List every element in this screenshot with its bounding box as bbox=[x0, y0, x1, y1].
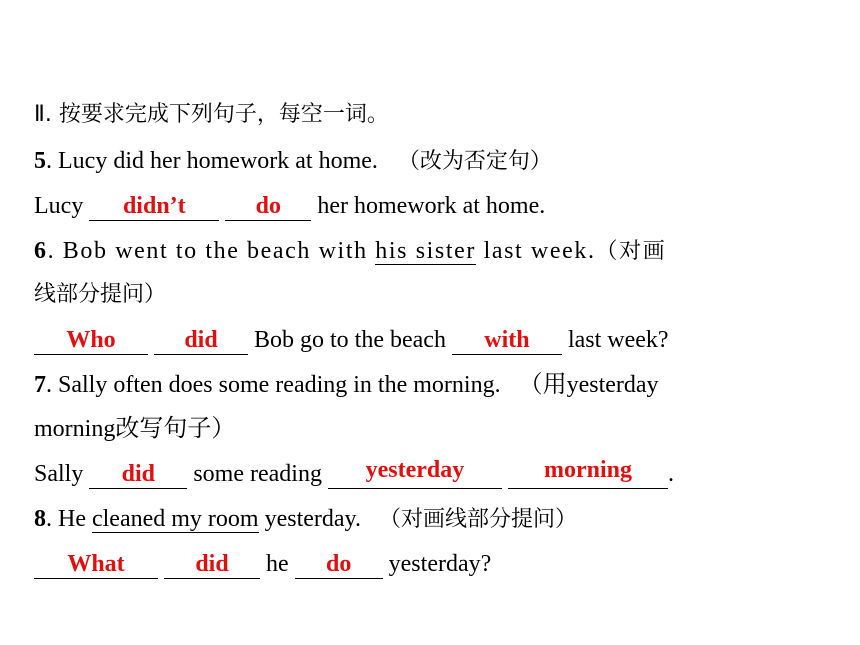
question-instruction: （对画 bbox=[595, 239, 667, 264]
answer-blank[interactable] bbox=[225, 193, 311, 221]
question-sentence-end: last week. bbox=[483, 238, 596, 264]
question-sentence: . He bbox=[46, 506, 86, 532]
answer-blank[interactable] bbox=[452, 327, 562, 355]
question-6-instruction-cont bbox=[34, 280, 166, 310]
answer-text: Who bbox=[66, 327, 116, 353]
answer-prefix: Lucy bbox=[34, 193, 84, 219]
answer-blank[interactable] bbox=[89, 461, 187, 489]
answer-blank[interactable] bbox=[34, 327, 148, 355]
answer-text: did bbox=[184, 327, 218, 353]
answer-suffix: last week? bbox=[567, 327, 669, 353]
answer-text: did bbox=[121, 461, 156, 487]
section-heading bbox=[34, 100, 389, 130]
answer-suffix: . bbox=[667, 461, 674, 487]
question-6 bbox=[34, 236, 666, 267]
answer-mid: Bob go to the beach bbox=[254, 327, 446, 353]
answer-line-5 bbox=[34, 191, 545, 221]
answer-blank[interactable] bbox=[164, 551, 260, 579]
answer-text: What bbox=[67, 551, 125, 577]
question-instruction: （改为否定句） bbox=[397, 149, 552, 174]
question-sentence-end: yesterday. bbox=[264, 506, 361, 532]
question-instruction: morning改写句子） bbox=[34, 416, 236, 442]
question-number: 5 bbox=[34, 148, 46, 174]
question-sentence: . Lucy did her homework at home. bbox=[46, 148, 378, 174]
answer-blank[interactable] bbox=[295, 551, 383, 579]
question-instruction: （对画线部分提问） bbox=[379, 507, 578, 532]
answer-text: with bbox=[484, 327, 530, 353]
answer-blank[interactable] bbox=[508, 457, 668, 489]
question-5 bbox=[34, 146, 552, 177]
answer-blank[interactable] bbox=[89, 193, 219, 221]
answer-prefix: Sally bbox=[34, 461, 84, 487]
answer-mid: he bbox=[266, 551, 289, 577]
answer-text: morning bbox=[543, 457, 632, 483]
question-number: 7 bbox=[34, 372, 46, 398]
question-sentence: . Bob went to the beach with bbox=[47, 238, 368, 264]
heading-text: Ⅱ. 按要求完成下列句子，每空一词。 bbox=[34, 102, 389, 127]
answer-text: do bbox=[325, 551, 352, 577]
question-8 bbox=[34, 504, 577, 535]
answer-line-7 bbox=[34, 459, 674, 489]
answer-text: did bbox=[195, 551, 229, 577]
answer-blank[interactable] bbox=[328, 457, 502, 489]
answer-line-6 bbox=[34, 325, 669, 355]
answer-text: yesterday bbox=[365, 457, 465, 483]
answer-line-8 bbox=[34, 549, 491, 579]
question-instruction: （用yesterday bbox=[518, 372, 659, 398]
answer-blank[interactable] bbox=[34, 551, 158, 579]
question-sentence: . Sally often does some reading in the morning. bbox=[46, 372, 501, 398]
underlined-phrase: cleaned my room bbox=[91, 506, 259, 532]
answer-suffix: yesterday? bbox=[388, 551, 492, 577]
answer-blank[interactable] bbox=[154, 327, 248, 355]
answer-mid: some reading bbox=[193, 461, 322, 487]
question-7-instruction-cont bbox=[34, 414, 235, 444]
answer-text: do bbox=[255, 193, 281, 219]
question-instruction: 线部分提问） bbox=[34, 282, 167, 307]
question-number: 8 bbox=[34, 506, 46, 532]
answer-suffix: her homework at home. bbox=[317, 193, 546, 219]
answer-text: didn’t bbox=[122, 193, 186, 219]
question-number: 6 bbox=[34, 238, 48, 264]
question-7 bbox=[34, 370, 659, 400]
underlined-phrase: his sister bbox=[375, 238, 476, 264]
